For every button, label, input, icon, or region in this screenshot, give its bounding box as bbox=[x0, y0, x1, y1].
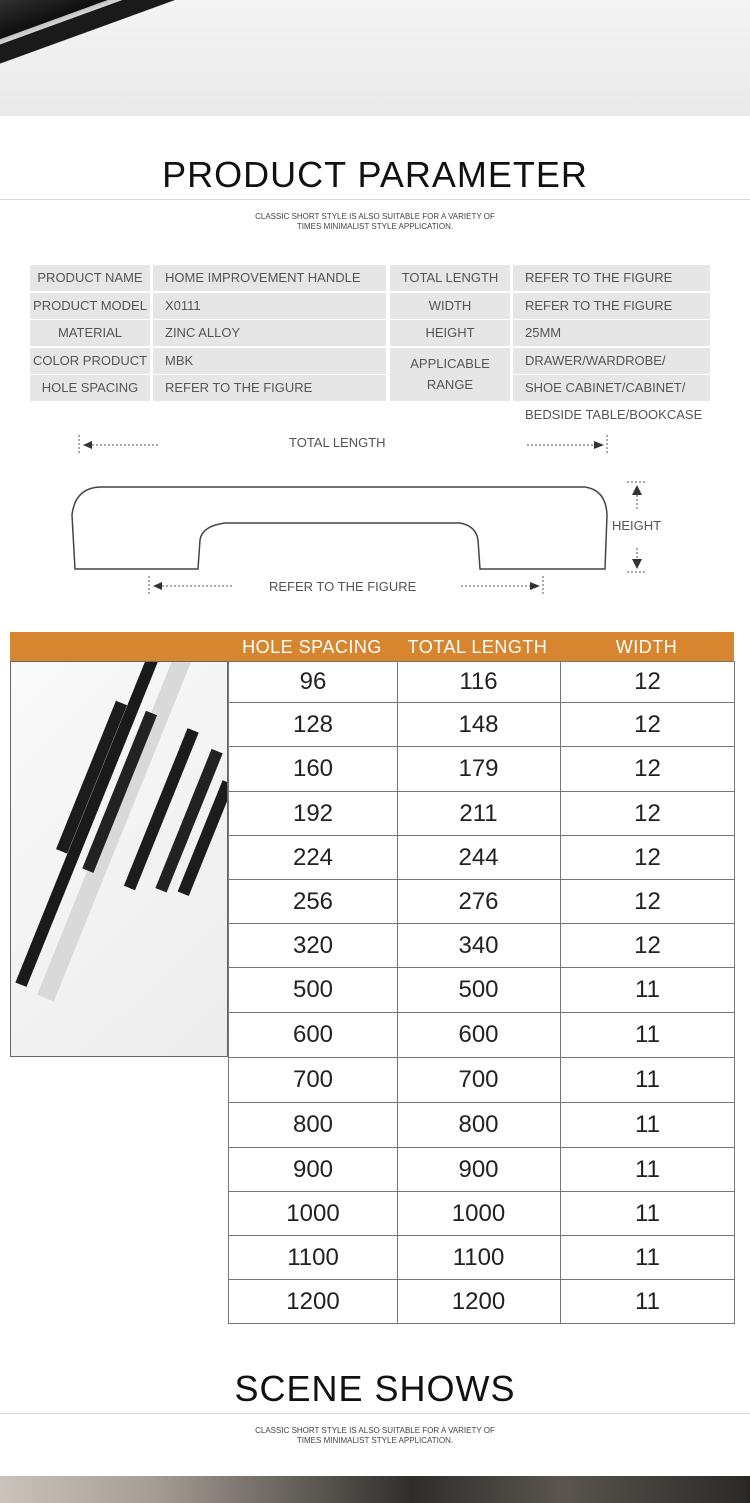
height-value: 25MM bbox=[513, 320, 710, 346]
subtitle-line-1: CLASSIC SHORT STYLE IS ALSO SUITABLE FOR A VARIETY OF bbox=[255, 212, 495, 221]
total-length-dimension-label: TOTAL LENGTH bbox=[289, 435, 386, 450]
header-total-length: TOTAL LENGTH bbox=[407, 637, 548, 657]
total-length-label: TOTAL LENGTH bbox=[390, 265, 510, 291]
total-length-value: REFER TO THE FIGURE bbox=[513, 265, 710, 291]
scene-photo bbox=[0, 1476, 750, 1503]
total-length-cell: 148 bbox=[397, 703, 561, 746]
height-label: HEIGHT bbox=[390, 320, 510, 346]
width-cell: 11 bbox=[635, 1287, 660, 1315]
hole-spacing-cell: 500 bbox=[229, 968, 398, 1012]
table-row bbox=[229, 923, 735, 967]
hole-spacing-cell: 1100 bbox=[229, 1236, 398, 1279]
width-cell: 11 bbox=[635, 1199, 660, 1227]
hole-spacing-cell: 700 bbox=[229, 1058, 398, 1102]
material-label: MATERIAL bbox=[30, 320, 150, 346]
total-length-cell: 340 bbox=[397, 924, 561, 967]
hole-spacing-cell: 320 bbox=[229, 924, 398, 967]
subtitle-line-2: TIMES MINIMALIST STYLE APPLICATION. bbox=[296, 222, 454, 231]
width-cell: 11 bbox=[635, 976, 660, 1003]
spec-table bbox=[228, 661, 735, 1324]
width-value: REFER TO THE FIGURE bbox=[513, 293, 710, 319]
table-row bbox=[229, 1279, 735, 1323]
table-row bbox=[229, 1012, 735, 1057]
table-row bbox=[229, 661, 735, 702]
width-cell: 12 bbox=[634, 843, 661, 871]
width-cell: 11 bbox=[635, 1155, 660, 1183]
hole-spacing-cell: 160 bbox=[229, 747, 398, 791]
total-length-cell: 1100 bbox=[397, 1236, 561, 1279]
width-cell: 12 bbox=[634, 799, 661, 827]
total-length-cell: 116 bbox=[397, 662, 561, 702]
hole-spacing-cell: 192 bbox=[229, 792, 398, 835]
width-cell: 12 bbox=[634, 887, 661, 915]
product-model-value: X0111 bbox=[153, 293, 386, 319]
width-label: WIDTH bbox=[390, 293, 510, 319]
product-photo bbox=[10, 661, 228, 1057]
hole-spacing-cell: 128 bbox=[229, 703, 398, 746]
hole-spacing-cell: 224 bbox=[229, 836, 398, 879]
total-length-cell: 244 bbox=[397, 836, 561, 879]
hole-spacing-value: REFER TO THE FIGURE bbox=[153, 375, 386, 401]
width-cell: 11 bbox=[635, 1111, 660, 1138]
hole-spacing-cell: 600 bbox=[229, 1013, 398, 1057]
hole-spacing-dimension-label: REFER TO THE FIGURE bbox=[269, 579, 417, 594]
color-label: COLOR PRODUCT bbox=[30, 348, 150, 374]
applicable-range-value-3: BEDSIDE TABLE/BOOKCASE bbox=[525, 407, 703, 422]
table-row bbox=[229, 1057, 735, 1102]
width-cell: 12 bbox=[634, 755, 661, 782]
dimension-diagram bbox=[0, 430, 750, 605]
table-row bbox=[229, 702, 735, 746]
width-cell: 11 bbox=[635, 1243, 660, 1271]
total-length-cell: 600 bbox=[397, 1013, 561, 1057]
spec-table-header bbox=[10, 632, 734, 661]
table-row bbox=[229, 1147, 735, 1191]
total-length-cell: 800 bbox=[397, 1103, 561, 1147]
applicable-range-value-2: SHOE CABINET/CABINET/ bbox=[513, 375, 710, 401]
title-divider bbox=[0, 199, 750, 200]
width-cell: 11 bbox=[635, 1066, 660, 1093]
handles-illustration bbox=[11, 662, 227, 1056]
material-value: ZINC ALLOY bbox=[153, 320, 386, 346]
scene-title: SCENE SHOWS bbox=[234, 1368, 516, 1409]
total-length-cell: 276 bbox=[397, 880, 561, 923]
width-cell: 11 bbox=[635, 1021, 660, 1048]
table-row bbox=[229, 1102, 735, 1147]
total-length-cell: 900 bbox=[397, 1148, 561, 1191]
hole-spacing-cell: 96 bbox=[229, 662, 398, 702]
table-row bbox=[229, 967, 735, 1012]
scene-subtitle-line-2: TIMES MINIMALIST STYLE APPLICATION. bbox=[296, 1436, 454, 1445]
width-cell: 12 bbox=[634, 931, 661, 959]
width-cell: 12 bbox=[634, 668, 661, 695]
hole-spacing-cell: 900 bbox=[229, 1148, 398, 1191]
hole-spacing-cell: 1200 bbox=[229, 1280, 398, 1323]
table-row bbox=[229, 835, 735, 879]
total-length-cell: 1200 bbox=[397, 1280, 561, 1323]
product-name-label: PRODUCT NAME bbox=[30, 265, 150, 291]
total-length-cell: 700 bbox=[397, 1058, 561, 1102]
table-row bbox=[229, 746, 735, 791]
table-row bbox=[229, 1191, 735, 1235]
hole-spacing-cell: 256 bbox=[229, 880, 398, 923]
table-row bbox=[229, 879, 735, 923]
scene-subtitle-line-1: CLASSIC SHORT STYLE IS ALSO SUITABLE FOR A VARIETY OF bbox=[255, 1426, 495, 1435]
product-name-value: HOME IMPROVEMENT HANDLE bbox=[153, 265, 386, 291]
page-title: PRODUCT PARAMETER bbox=[162, 154, 588, 195]
hole-spacing-label: HOLE SPACING bbox=[30, 375, 150, 401]
applicable-range-label-line-1: APPLICABLE bbox=[410, 356, 490, 371]
table-row bbox=[229, 1235, 735, 1279]
applicable-range-value-1: DRAWER/WARDROBE/ bbox=[513, 348, 710, 374]
header-hole-spacing: HOLE SPACING bbox=[242, 637, 382, 657]
height-dimension-label: HEIGHT bbox=[612, 518, 662, 533]
total-length-cell: 211 bbox=[397, 792, 561, 835]
scene-divider bbox=[0, 1413, 750, 1414]
product-model-label: PRODUCT MODEL bbox=[30, 293, 150, 319]
table-row bbox=[229, 791, 735, 835]
hole-spacing-cell: 800 bbox=[229, 1103, 398, 1147]
total-length-cell: 179 bbox=[397, 747, 561, 791]
hole-spacing-cell: 1000 bbox=[229, 1192, 398, 1235]
header-width: WIDTH bbox=[615, 637, 678, 657]
color-value: MBK bbox=[153, 348, 386, 374]
total-length-cell: 500 bbox=[397, 968, 561, 1012]
total-length-cell: 1000 bbox=[397, 1192, 561, 1235]
applicable-range-label-line-2: RANGE bbox=[426, 377, 474, 392]
applicable-range-label bbox=[390, 348, 510, 401]
width-cell: 12 bbox=[634, 710, 661, 738]
hero-product-image bbox=[0, 0, 750, 116]
